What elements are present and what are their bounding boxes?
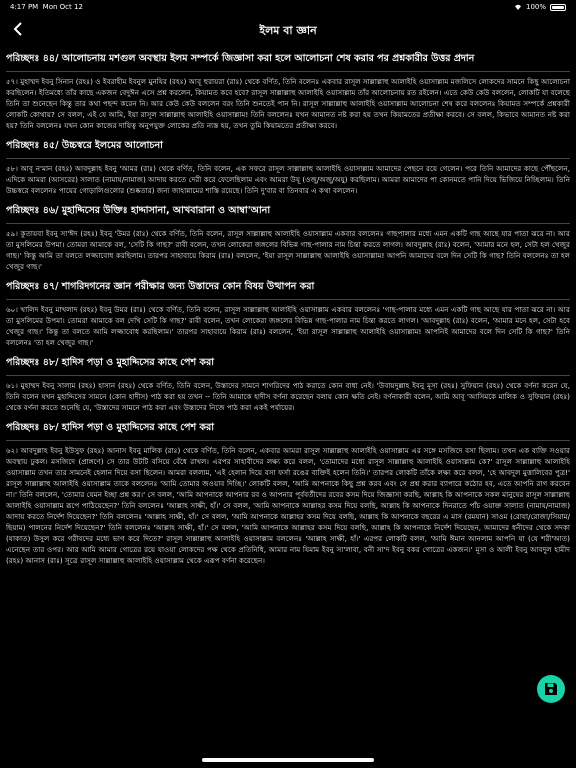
hadith-text: ৫৯। কুতায়বা ইবনু সা'ঈদ (রহঃ) ইবনু 'উমর (রাঃ) থেকে বর্ণিত, তিনি বলেন, রাসূল সাল্লাল্লাহু আলাইহি ওয়াসাল্লাম একবার বললেনঃ গাছপালার মধ্যে এমন একটি গাছ আছে যার পাতা ঝরে না। আর তা মুসলিমের উপমা। তোমরা আমাকে বল, 'সেটি কি গাছ?' রাবী বলেন, তখন লোকেরা জঙ্গলের বিভিন্ন গাছ-পালার নাম চিন্তা করতে লাগল। আবদুল্লাহ (রাঃ) বলেন, 'আমার মনে হল, সেটা হল খেজুর গাছ।' কিন্তু আমি তা বলতে লজ্জাবোধ করছিলাম। তারপর সাহাবায়ে কিরাম (রাঃ) বললেন, 'ইয়া রাসূল সাল্লাল্লাহু আলাইহি ওয়াসাল্লাম! আপনি আমাদের বলে দিন সেটি কি গাছ? তিনি বললেনঃ তা হল খেজুর গাছ।' bbox=[6, 229, 570, 271]
status-bar bbox=[0, 0, 576, 14]
hadith-text: ৬২। আবদুল্লাহ ইবনু ইউসুফ (রহঃ) আনাস ইবনু মালিক (রাঃ) থেকে বর্ণিত, তিনি বলেন, একবার আমরা রাসূল সাল্লাল্লাহু আলাইহি ওয়াসাল্লাম এর সঙ্গে মসজিদে বসা ছিলাম। তখন এক ব্যক্তি সওয়ার অবস্থায় ঢুকল। মসজিদে (প্রাঙ্গণে) সে তার উটটি বসিয়ে বেঁধে রাখল। এরপর সাহাবীদের লক্ষ্য করে বলল, 'তোমাদের মধ্যে রাসূল সাল্লাল্লাহু আলাইহি ওয়াসাল্লাম কে?' রাসূল সাল্লাল্লাহু আলাইহি ওয়াসাল্লাম তখন তার সামনেই হেলান দিয়ে বসা ছিলেন। আমরা বললাম, 'এই হেলান দিয়ে বসা ফর্সা রঙের ব্যক্তিই হলেন তিনি।' তারপর লোকটি তাঁকে লক্ষ্য করে বলল, 'হে আবদুল মুত্তালিবের পুত্র!' রাসূল সাল্লাল্লাহু আলাইহি ওয়াসাল্লাম তাকে বললেনঃ 'আমি তোমার জওয়াব দিচ্ছি।' লোকটি বলল, 'আমি আপনাকে কিছু প্রশ্ন করব এবং সে প্রশ্ন করার ব্যাপারে কঠোর হব, এতে আপনি রাগ করবেন না।' তিনি বললেন, 'তোমার যেমন ইচ্ছা প্রশ্ন কর।' সে বলল, 'আমি আপনাকে আপনার রব ও আপনার পূর্ববর্তীদের রবের কসম দিয়ে জিজ্ঞাসা করছি, আল্লাহ কি আপনাকে সকল মানুষের রাসূল সাল্লাল্লাহু আলাইহি ওয়াসাল্লাম রূপে পাঠিয়েছেন?' তিনি বললেনঃ 'আল্লাহ সাক্ষী, হাঁ।' সে বলল, 'আমি আপনাকে আল্লাহর কসম দিয়ে বলছি, আল্লাহ কি আপনাকে দিনরাতে পাঁচ ওয়াক্ত সালাত (নামায/নামাজ) আদায় করতে নির্দেশ দিয়েছেন?' তিনি বললেনঃ 'আল্লাহ সাক্ষী, হাঁ।' সে বলল, 'আমি আপনাকে আল্লাহর কসম দিয়ে বলছি, আল্লাহ কি আপনাকে বছরের এ মাস (রমযান) সাওম (রোযা/রোজা/সিয়াম/ছিয়াম) পালনের নির্দেশ দিয়েছেন?' তিনি বললেনঃ 'আল্লাহ সাক্ষী, হাঁ।' সে বলল, 'আমি আপনাকে আল্লাহর কসম দিয়ে বলছি, আল্লাহ কি আপনাকে নির্দেশ দিয়েছেন, আমাদের ধনীদের থেকে সদকা (যাকাত) উসুল করে গরীবদের মধ্যে ভাগ করে দিতে?' রাসূল সাল্লাল্লাহু আলাইহি ওয়াসাল্লাম বললেনঃ 'আল্লাহ সাক্ষী, হাঁ।' এরপর লোকটি বলল, 'আমি ঈমান আনলাম আপনি যা (যে শরী'আত) এনেছেন তার ওপর। আর আমি আমার গোত্রের রয়ে যাওয়া লোকদের পক্ষ থেকে প্রতিনিধি, আমার নাম যিমাম ইবনু সা'লাবা, বনী সা'দ ইবনু বকর গোত্রের একজন।' মূসা ও আলী ইবনু আবদুল হামীদ (রহঃ) আনাস (রাঃ) সূত্রে রাসূল সাল্লাল্লাহু আলাইহি ওয়াসাল্লাম থেকে এরূপ বর্ণনা করেছেন। bbox=[6, 446, 570, 565]
status-date: Mon Oct 12 bbox=[42, 3, 83, 11]
page-title: ইলম বা জ্ঞান bbox=[259, 24, 317, 37]
save-icon bbox=[544, 682, 558, 696]
section bbox=[6, 137, 570, 196]
section bbox=[6, 278, 570, 348]
divider bbox=[6, 375, 570, 376]
hadith-text: ৫৮। আবূ ন'মান (রহঃ) আবদুল্লাহ ইবনু 'আমর (রাঃ) থেকে বর্ণিত, তিনি বলেন, এক সফরে রাসূল সাল্লাল্লাহু আলাইহি ওয়াসাল্লাম আমাদের পেছনে রয়ে গেলেন। পরে তিনি আমাদের কাছে পৌঁছলেন, এদিকে আমরা (আসরের) সালাত (নামায/নামাজ) আদায় করতে দেরী করে ফেলেছিলাম এবং আমরা উযূ (ওজু/অজু/অযু) করছিলাম। আমরা আমাদের পা কোনমতে পানি দিয়ে ভিজিয়ে নিচ্ছিলাম। তিনি উচ্চস্বরে বললেনঃ পায়ের গোড়ালিগুলোর (শুষ্কতার) জন্য জাহান্নামের শাস্তি রয়েছে। তিনি দু'বার বা তিনবার এ কথা বললেন। bbox=[6, 164, 570, 195]
status-time bbox=[10, 3, 83, 11]
hadith-text: ৬১। মুহাম্মদ ইবনু সালাম (রহঃ) হাসান (রহঃ) থেকে বর্ণিত, তিনি বলেন, উস্তাদের সামনে শাগরিদের পাঠ করাতে কোন বাধা নেই। 'উবায়দুল্লাহ ইবনু মূসা (রহঃ) সুফিয়ান (রহঃ) থেকে বর্ণনা করেন যে, তিনি বলেন যখন মুহাদ্দিসের সামনে (কোন হাদীস) পাঠ করা হয় তখন -- তিনি আমাকে হাদীস বর্ণনা করেছেন বলায় কোন ক্ষতি নেই। বর্ণনাকারী বলেন, আমি আবূ 'আসিমকে মালিক ও সুফিয়ান (রহঃ) থেকে বর্ণনা করতে শুনেছি যে, 'উস্তাদের সামনে পাঠ করা এবং উস্তাদের নিজে পাঠ করা একই পর্যায়ের। bbox=[6, 381, 570, 412]
hadith-text: ৬০। খালিদ ইবনু মাখলাদ (রহঃ) ইবনু উমর (রাঃ) থেকে বর্ণিত, তিনি বলেন, রাসূল সাল্লাল্লাহু আলাইহি ওয়াসাল্লাম একবার বললেনঃ 'গাছ-পালার মধ্যে এমন একটি গাছ আছে যার পাতা ঝরে না। আর তা মুসলিমের উপমা। তোমরা আমাকে বল দেখি সেটি কি গাছ?' রাবী বলেন, তখন লোকেরা জঙ্গলের বিভিন্ন গাছ-পালার নাম চিন্তা করতে লাগল। 'আবদুল্লাহ (রাঃ) বলেন, 'আমার মনে হল, সেটা হবে খেজুর গাছ।' কিন্তু তা বলতে আমি লজ্জাবোধ করছিলাম।' তারপর সাহাবায়ে কিরাম (রাঃ) বললেন, 'ইয়া রাসূল সাল্লাল্লাহু আলাইহি ওয়াসাল্লাম! আপনিই আমাদের বলে দিন সেটি কি গাছ?' তিনি বললেনঃ 'তা হল খেজুর গাছ।' bbox=[6, 305, 570, 347]
status-right bbox=[514, 3, 566, 11]
battery-icon bbox=[550, 4, 566, 11]
section-heading: পরিচ্ছদঃ ৪৬/ মুহাদ্দিসের উক্তিঃ হাদ্দাসানা, আখবারানা ও আম্বা'আনা bbox=[6, 205, 271, 216]
hadith-list[interactable] bbox=[6, 50, 570, 754]
divider bbox=[6, 158, 570, 159]
section bbox=[6, 202, 570, 272]
divider bbox=[6, 299, 570, 300]
section-heading: পরিচ্ছদঃ ৪৫/ উচ্চস্বরে ইলমের আলোচনা bbox=[6, 140, 163, 151]
section bbox=[6, 354, 570, 413]
home-indicator bbox=[202, 758, 374, 762]
status-time-text: 4:17 PM bbox=[10, 3, 39, 11]
section bbox=[6, 50, 570, 131]
save-button[interactable] bbox=[537, 675, 565, 703]
nav-bar bbox=[0, 14, 576, 46]
battery-percent: 100% bbox=[525, 3, 546, 11]
section-heading: পরিচ্ছদঃ ৪৭/ শাগরিদগনের জ্ঞান পরীক্ষার জন্য উস্তাদের কোন বিষয় উত্থাপন করা bbox=[6, 281, 315, 292]
wifi-icon bbox=[514, 4, 522, 10]
section-heading: পরিচ্ছদঃ ৪৮/ হাদিস পড়া ও মুহাদ্দিসের কাছে পেশ করা bbox=[6, 357, 215, 368]
section bbox=[6, 419, 570, 566]
divider bbox=[6, 223, 570, 224]
hadith-text: ৫৭। মুহাম্মদ ইবনু সিনান (রহঃ) ও ইবরাহীম ইবনুল মুনযির (রহঃ) আবূ হুরায়রা (রাঃ) থেকে বর্ণিত, তিনি বলেনঃ একবার রাসূল সাল্লাল্লাহু আলাইহি ওয়াসাল্লাম মজলিসে লোকদের সামনে কিছু আলোচনা করছিলেন। ইতিমধ্যে তাঁর কাছে একজন বেদুঈন এসে প্রশ্ন করলেন, কিয়ামত কবে হবে? রাসূল সাল্লাল্লাহু আলাইহি ওয়াসাল্লাম তাঁর আলোচনায় রত রইলেন। এতে কেউ কেউ বললেন, লোকটি যা বলেছে তিনি তা শুনেছেন কিন্তু তার কথা পছন্দ করেন নি। আর কেউ কেউ বললেন বরং তিনি শুনতেই পান নি। রাসূল সাল্লাল্লাহু আলাইহি ওয়াসাল্লাম আলোচনা শেষ করে বললেনঃ কিয়ামত সম্পর্কে প্রশ্নকারী লোকটি কোথায়? সে বলল, এই যে আমি, ইয়া রাসূল সাল্লাল্লাহু আলাইহি ওয়াসাল্লাম! তিনি বললেনঃ যখন আমানত নষ্ট করা হয় তখন কিয়ামতের প্রতীক্ষা করবে। সে বলল, কিভাবে আমানত নষ্ট করা হয়? তিনি বললেনঃ যখন কোন কাজের দায়িত্ব অনুপযুক্ত লোকের প্রতি ন্যস্ত হয়, তখন তুমি কিয়ামতের প্রতীক্ষা করবে। bbox=[6, 77, 570, 130]
section-heading: পরিচ্ছদঃ ৪৮/ হাদিস পড়া ও মুহাদ্দিসের কাছে পেশ করা bbox=[6, 422, 215, 433]
section-heading: পরিচ্ছদঃ ৪৪/ আলোচনায় মশগুল অবস্থায় ইলম সম্পর্কে জিজ্ঞাসা করা হলে আলোচনা শেষ করার পর প্রশ্নকারীর উত্তর প্রদান bbox=[6, 53, 475, 64]
divider bbox=[6, 71, 570, 72]
divider bbox=[6, 440, 570, 441]
